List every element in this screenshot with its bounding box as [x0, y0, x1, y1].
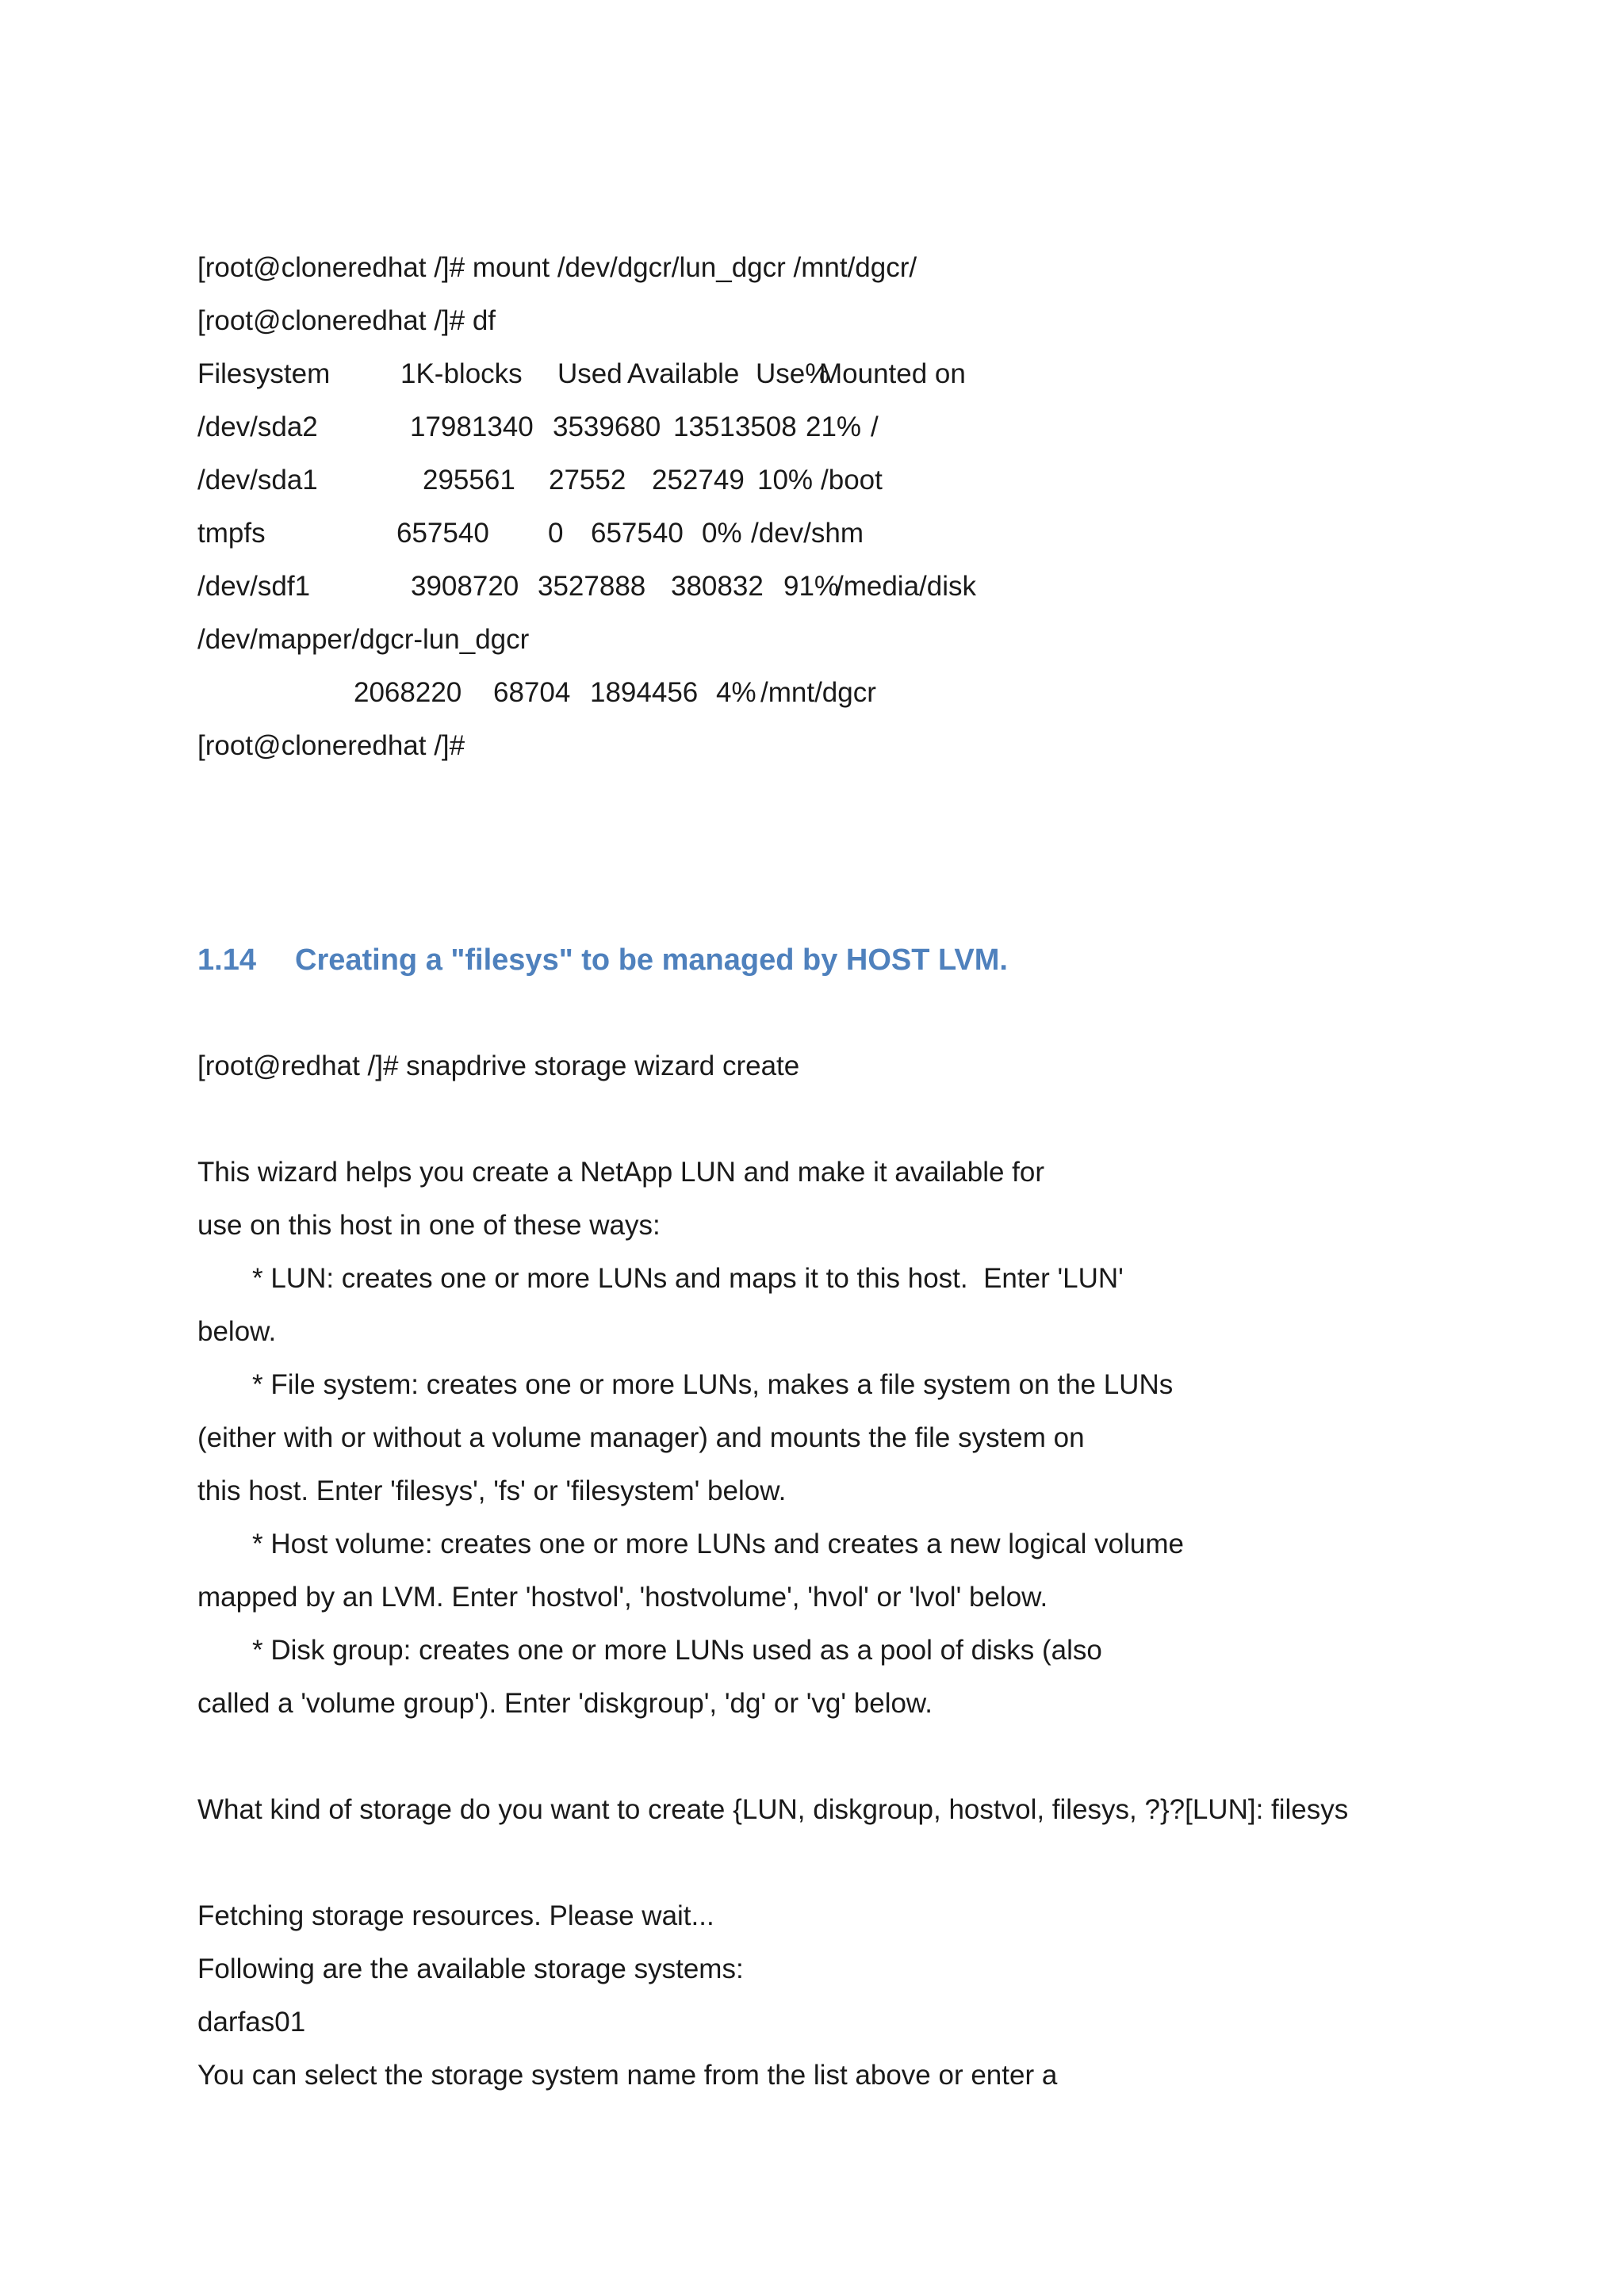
fetching-message: Fetching storage resources. Please wait...: [197, 1900, 714, 1931]
df-mount: /dev/shm: [751, 518, 864, 549]
df-header-blocks: 1K-blocks: [400, 358, 523, 389]
df-available: 1894456: [590, 677, 699, 708]
df-blocks: 295561: [423, 465, 515, 496]
df-blocks: 2068220: [354, 677, 462, 708]
df-blocks: 17981340: [410, 411, 534, 442]
df-available: 380832: [671, 571, 764, 602]
wizard-command: [root@redhat /]# snapdrive storage wizard create: [197, 1050, 800, 1081]
df-used: 27552: [549, 465, 626, 496]
section-number: 1.14: [197, 943, 256, 977]
option-diskgroup-line: * Disk group: creates one or more LUNs used as a pool of disks (also: [252, 1635, 1102, 1666]
df-filesystem: tmpfs: [197, 518, 266, 549]
df-header-mounted: Mounted on: [819, 358, 966, 389]
df-mount: /mnt/dgcr: [760, 677, 876, 708]
df-available: 13513508: [673, 411, 797, 442]
select-instruction: You can select the storage system name from the list above or enter a: [197, 2060, 1058, 2091]
df-use: 0%: [702, 518, 742, 549]
mount-command: [root@cloneredhat /]# mount /dev/dgcr/lun_dgcr /mnt/dgcr/: [197, 252, 917, 283]
df-filesystem: /dev/sda1: [197, 465, 318, 496]
df-header-available: Available: [627, 358, 740, 389]
option-filesystem-line: * File system: creates one or more LUNs, makes a file system on the LUNs: [252, 1369, 1174, 1400]
option-hostvolume-line: mapped by an LVM. Enter 'hostvol', 'hostvolume', 'hvol' or 'lvol' below.: [197, 1582, 1048, 1613]
option-hostvolume-line: * Host volume: creates one or more LUNs and creates a new logical volume: [252, 1529, 1184, 1559]
df-header-used: Used: [557, 358, 622, 389]
section-heading: [197, 941, 1008, 979]
storage-system-name: darfas01: [197, 2007, 306, 2038]
df-mapper-filesystem: /dev/mapper/dgcr-lun_dgcr: [197, 624, 530, 655]
df-blocks: 3908720: [411, 571, 519, 602]
df-header-use: Use%: [756, 358, 830, 389]
prompt-end: [root@cloneredhat /]#: [197, 730, 465, 761]
df-use: 4%: [716, 677, 756, 708]
df-used: 3527888: [538, 571, 646, 602]
df-mount: /: [871, 411, 879, 442]
option-lun-line: * LUN: creates one or more LUNs and maps it to this host. Enter 'LUN': [252, 1263, 1124, 1294]
option-diskgroup-line: called a 'volume group'). Enter 'diskgroup', 'dg' or 'vg' below.: [197, 1688, 933, 1719]
df-command: [root@cloneredhat /]# df: [197, 305, 496, 336]
wizard-intro-line: use on this host in one of these ways:: [197, 1210, 661, 1241]
wizard-intro-line: This wizard helps you create a NetApp LUN and make it available for: [197, 1157, 1045, 1188]
df-filesystem: /dev/sdf1: [197, 571, 311, 602]
storage-type-question: What kind of storage do you want to create {LUN, diskgroup, hostvol, filesys, ?}?[LUN]: filesys: [197, 1794, 1349, 1825]
storage-systems-heading: Following are the available storage systems:: [197, 1954, 744, 1984]
df-use: 10%: [757, 465, 814, 496]
df-available: 252749: [652, 465, 745, 496]
df-used: 68704: [493, 677, 571, 708]
df-used: 3539680: [553, 411, 661, 442]
df-header-filesystem: Filesystem: [197, 358, 331, 389]
df-blocks: 657540: [396, 518, 489, 549]
section-title: Creating a "filesys" to be managed by HOST LVM.: [295, 943, 1008, 977]
df-use: 21%: [806, 411, 862, 442]
df-mount: /boot: [821, 465, 883, 496]
df-used: 0: [548, 518, 564, 549]
df-use: 91%: [783, 571, 840, 602]
df-filesystem: /dev/sda2: [197, 411, 318, 442]
option-filesystem-line: (either with or without a volume manager) and mounts the file system on: [197, 1422, 1085, 1453]
option-filesystem-line: this host. Enter 'filesys', 'fs' or 'filesystem' below.: [197, 1475, 787, 1506]
df-mount: /media/disk: [836, 571, 977, 602]
df-available: 657540: [591, 518, 684, 549]
option-lun-line: below.: [197, 1316, 277, 1347]
